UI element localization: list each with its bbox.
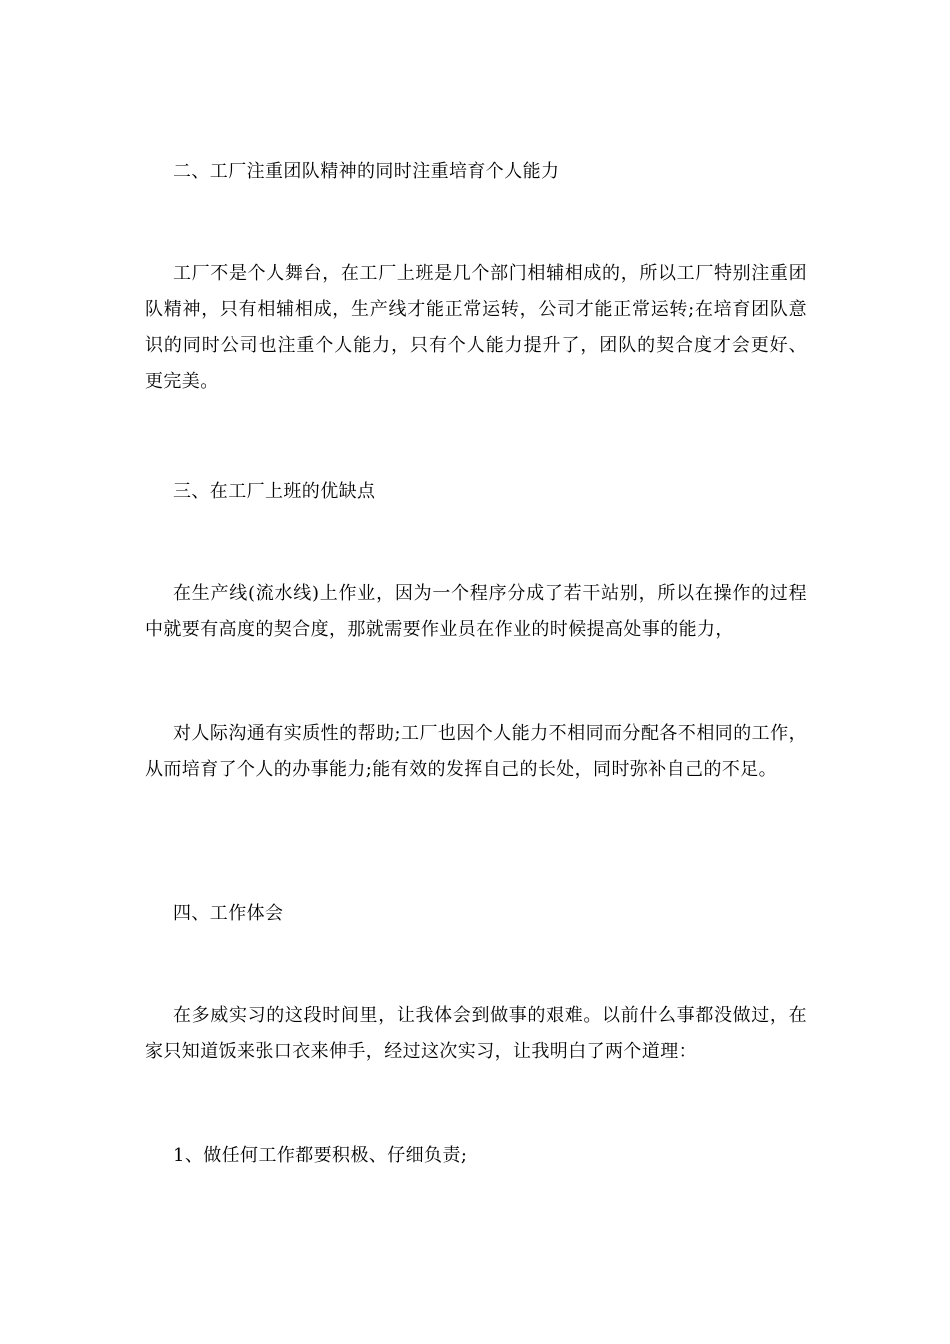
section-heading-3: 三、在工厂上班的优缺点 — [173, 481, 376, 502]
paragraph-communication: 对人际沟通有实质性的帮助;工厂也因个人能力不相同而分配各不相同的工作，从而培育了个人的办事能力;能有效的发挥自己的长处，同时弥补自己的不足。 — [145, 723, 807, 780]
paragraph-teamwork: 工厂不是个人舞台，在工厂上班是几个部门相辅相成的，所以工厂特别注重团队精神，只有相辅相成，生产线才能正常运转，公司才能正常运转;在培育团队意识的同时公司也注重个人能力，只有个人能力提升了，团队的契合度才会更好、更完美。 — [145, 263, 807, 392]
list-item-1: 1、做任何工作都要积极、仔细负责; — [173, 1145, 468, 1166]
section-heading-2: 二、工厂注重团队精神的同时注重培育个人能力 — [173, 161, 560, 182]
paragraph-production-line: 在生产线(流水线)上作业，因为一个程序分成了若干站别，所以在操作的过程中就要有高度的契合度，那就需要作业员在作业的时候提高处事的能力， — [145, 583, 807, 640]
section-heading-4: 四、工作体会 — [173, 903, 284, 924]
paragraph-internship: 在多威实习的这段时间里，让我体会到做事的艰难。以前什么事都没做过，在家只知道饭来张口衣来伸手，经过这次实习，让我明白了两个道理： — [145, 1005, 807, 1062]
